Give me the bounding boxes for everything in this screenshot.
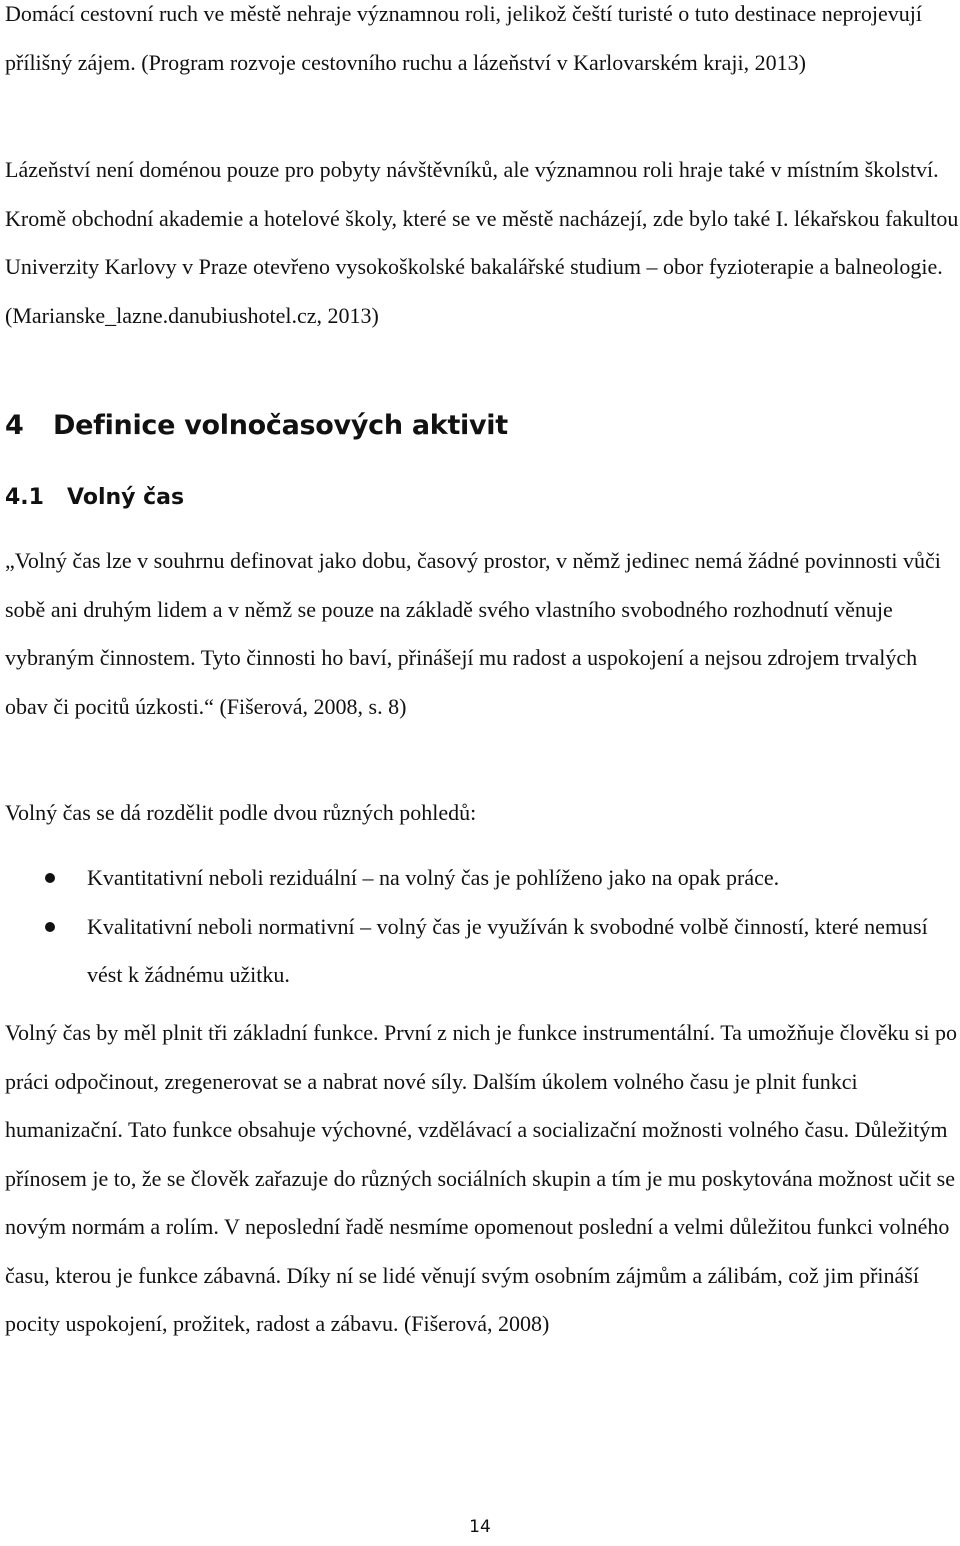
list-item-text: Kvalitativní neboli normativní – volný čas je využíván k svobodné volbě činností, které nemusí vést k žádnému užitku. xyxy=(87,913,928,987)
bullet-icon xyxy=(45,873,55,883)
paragraph-definition-quote: „Volný čas lze v souhrnu definovat jako dobu, časový prostor, v němž jedinec nemá žádné povinnosti vůči sobě ani druhým lidem a v němž se pouze na základě svého vlastního svobodného rozhodnutí věnuje vybraným činnostem. Tyto činnosti ho baví, přinášejí mu radost a uspokojení a nejsou zdrojem trvalých obav či pocitů úzkosti.“ (Fišerová, 2008, s. 8) xyxy=(5,548,941,719)
page-number: 14 xyxy=(469,1517,491,1537)
paragraph-two-views-intro: Volný čas se dá rozdělit podle dvou různých pohledů: xyxy=(5,800,477,825)
bullet-list xyxy=(5,854,960,1000)
section-title: Definice volnočasových aktivit xyxy=(53,410,508,441)
list-item xyxy=(5,903,960,1000)
paragraph-functions: Volný čas by měl plnit tři základní funkce. První z nich je funkce instrumentální. Ta umožňuje člověku si po práci odpočinout, zregenerovat se a nabrat nové síly. Dalším úkolem volného času je plnit funkci humanizační. Tato funkce obsahuje výchovné, vzdělávací a socializační možnosti volného času. Důležitým přínosem je to, že se člověk zařazuje do různých sociálních skupin a tím je mu poskytována možnost učit se novým normám a rolím. V neposlední řadě nesmíme opomenout poslední a velmi důležitou funkci volného času, kterou je funkce zábavná. Díky ní se lidé věnují svým osobním zájmům a zálibám, což jim přináší pocity uspokojení, prožitek, radost a zábavu. (Fišerová, 2008) xyxy=(5,1020,957,1336)
subsection-heading xyxy=(5,476,184,520)
subsection-title: Volný čas xyxy=(67,485,185,510)
list-item-text: Kvantitativní neboli reziduální – na volný čas je pohlíženo jako na opak práce. xyxy=(87,865,780,890)
paragraph-domestic-tourism: Domácí cestovní ruch ve městě nehraje významnou roli, jelikož čeští turisté o tuto destinace neprojevují přílišný zájem. (Program rozvoje cestovního ruchu a lázeňství v Karlovarském kraji, 2013) xyxy=(5,1,922,75)
paragraph-spa-education: Lázeňství není doménou pouze pro pobyty návštěvníků, ale významnou roli hraje také v místním školství. Kromě obchodní akademie a hotelové školy, které se ve městě nacházejí, zde bylo také I. lékařskou fakultou Univerzity Karlovy v Praze otevřeno vysokoškolské bakalářské studium – obor fyzioterapie a balneologie. (Marianske_lazne.danubiushotel.cz, 2013) xyxy=(5,157,959,328)
section-number: 4 xyxy=(5,410,24,441)
bullet-icon xyxy=(45,922,55,932)
subsection-number: 4.1 xyxy=(5,485,44,510)
section-heading xyxy=(5,400,508,452)
list-item xyxy=(5,854,960,903)
